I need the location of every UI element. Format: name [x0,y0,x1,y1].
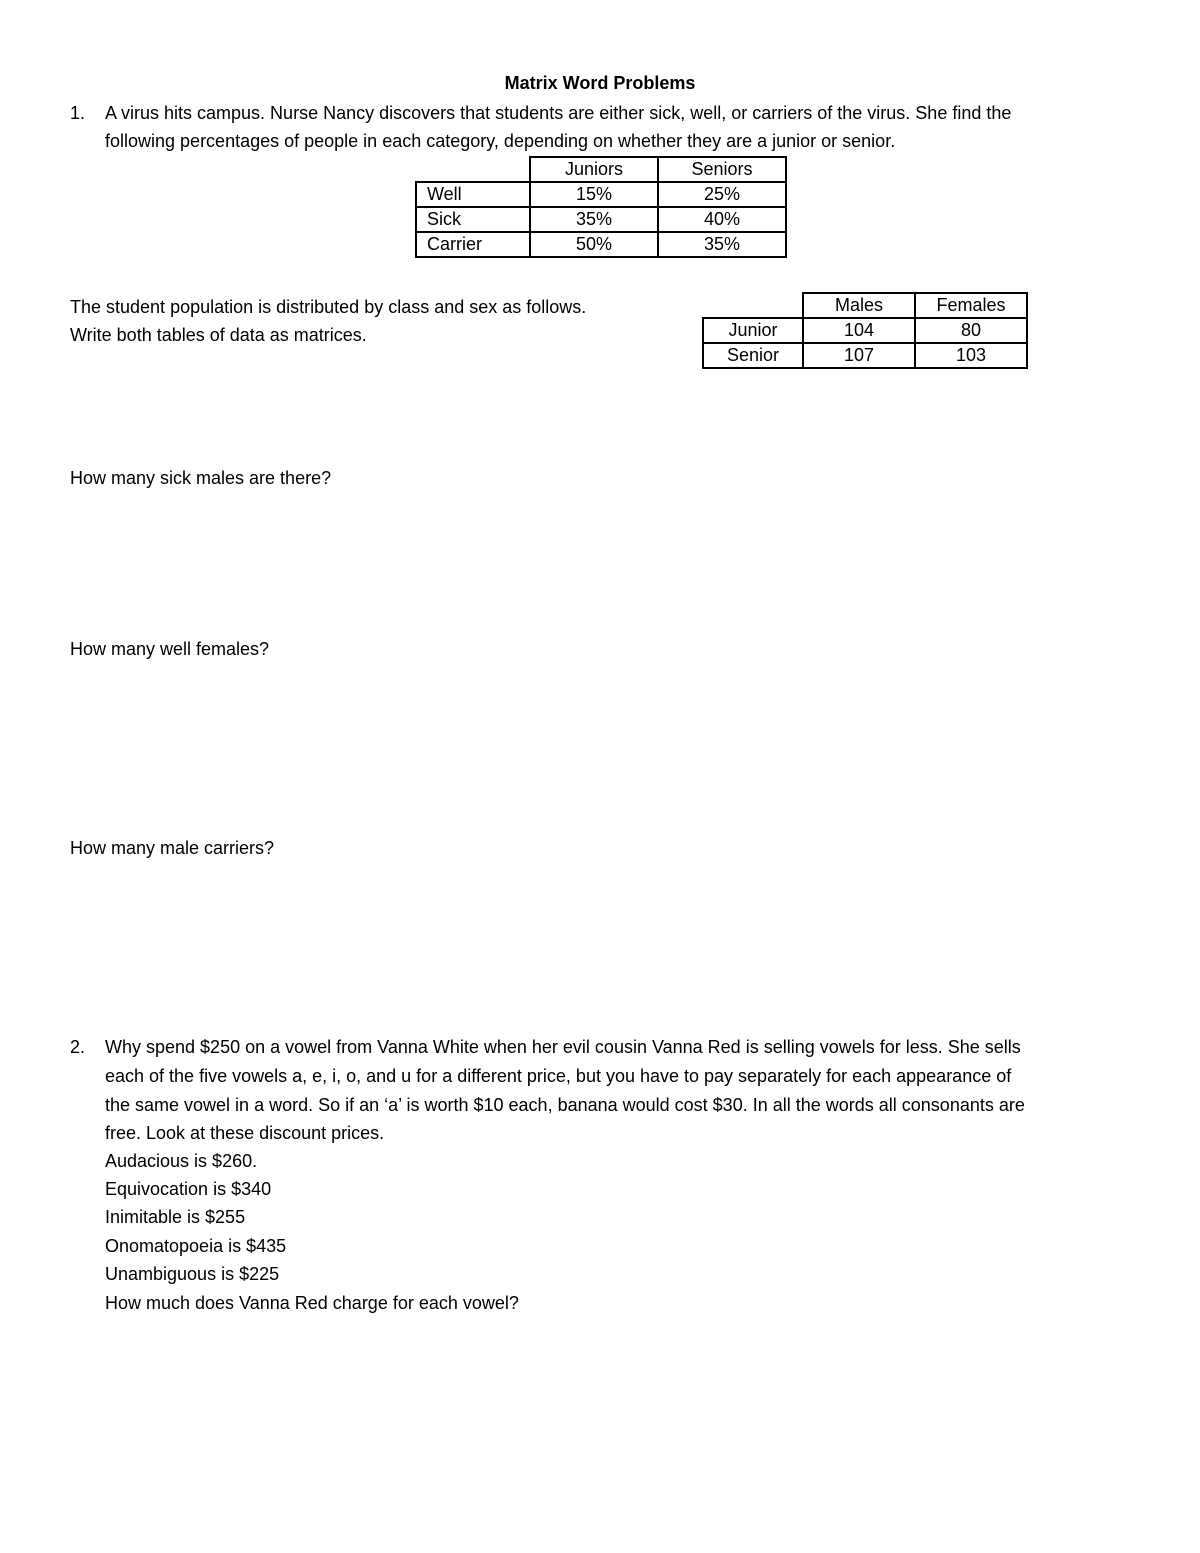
price-onomatopoeia: Onomatopoeia is $435 [105,1236,287,1256]
problem-1-number: 1. [70,103,86,123]
problem-1-text-line-2: following percentages of people in each category, depending on whether they are a junior or senior. [105,131,896,151]
problem-2-line: Why spend $250 on a vowel from Vanna White when her evil cousin Vanna Red is selling vowels for less. She sells [105,1037,1021,1057]
virus-table-row [416,182,786,207]
virus-table-row-label: Sick [416,207,530,232]
price-inimitable: Inimitable is $255 [105,1207,246,1227]
population-text-line-2: Write both tables of data as matrices. [70,325,367,345]
price-audacious: Audacious is $260. [105,1151,258,1171]
question-male-carriers: How many male carriers? [70,838,275,858]
problem-2-number: 2. [70,1037,86,1057]
population-table-cell: 104 [803,318,915,343]
problem-2-line: free. Look at these discount prices. [105,1123,385,1143]
virus-table-cell: 35% [658,232,786,257]
population-table-cell: 103 [915,343,1027,368]
population-table-row [703,318,1027,343]
virus-table-corner [416,157,530,182]
population-table-cell: 107 [803,343,915,368]
virus-percentage-table [415,156,787,258]
population-text-line-1: The student population is distributed by class and sex as follows. [70,297,587,317]
population-table-cell: 80 [915,318,1027,343]
question-sick-males: How many sick males are there? [70,468,332,488]
virus-table-row-label: Well [416,182,530,207]
problem-2-line: each of the five vowels a, e, i, o, and u for a different price, but you have to pay separately for each appearance of [105,1066,1012,1086]
population-table-row-label: Junior [703,318,803,343]
virus-table-cell: 40% [658,207,786,232]
problem-2-question: How much does Vanna Red charge for each vowel? [105,1293,519,1313]
population-table-row [703,343,1027,368]
virus-table-row [416,232,786,257]
price-unambiguous: Unambiguous is $225 [105,1264,280,1284]
virus-table-row [416,207,786,232]
population-table-header: Females [915,293,1027,318]
problem-2-line: the same vowel in a word. So if an ‘a’ is worth $10 each, banana would cost $30. In all the words all consonants are [105,1095,1025,1115]
virus-table-row-label: Carrier [416,232,530,257]
population-table-row-label: Senior [703,343,803,368]
question-well-females: How many well females? [70,639,270,659]
virus-table-cell: 15% [530,182,658,207]
population-table [702,292,1028,369]
population-table-header: Males [803,293,915,318]
virus-table-cell: 35% [530,207,658,232]
problem-1-text-line-1: A virus hits campus. Nurse Nancy discovers that students are either sick, well, or carriers of the virus. She find the [105,103,1012,123]
population-table-corner [703,293,803,318]
virus-table-header: Juniors [530,157,658,182]
virus-table-cell: 25% [658,182,786,207]
page-title: Matrix Word Problems [504,73,696,93]
price-equivocation: Equivocation is $340 [105,1179,272,1199]
virus-table-cell: 50% [530,232,658,257]
virus-table-header: Seniors [658,157,786,182]
